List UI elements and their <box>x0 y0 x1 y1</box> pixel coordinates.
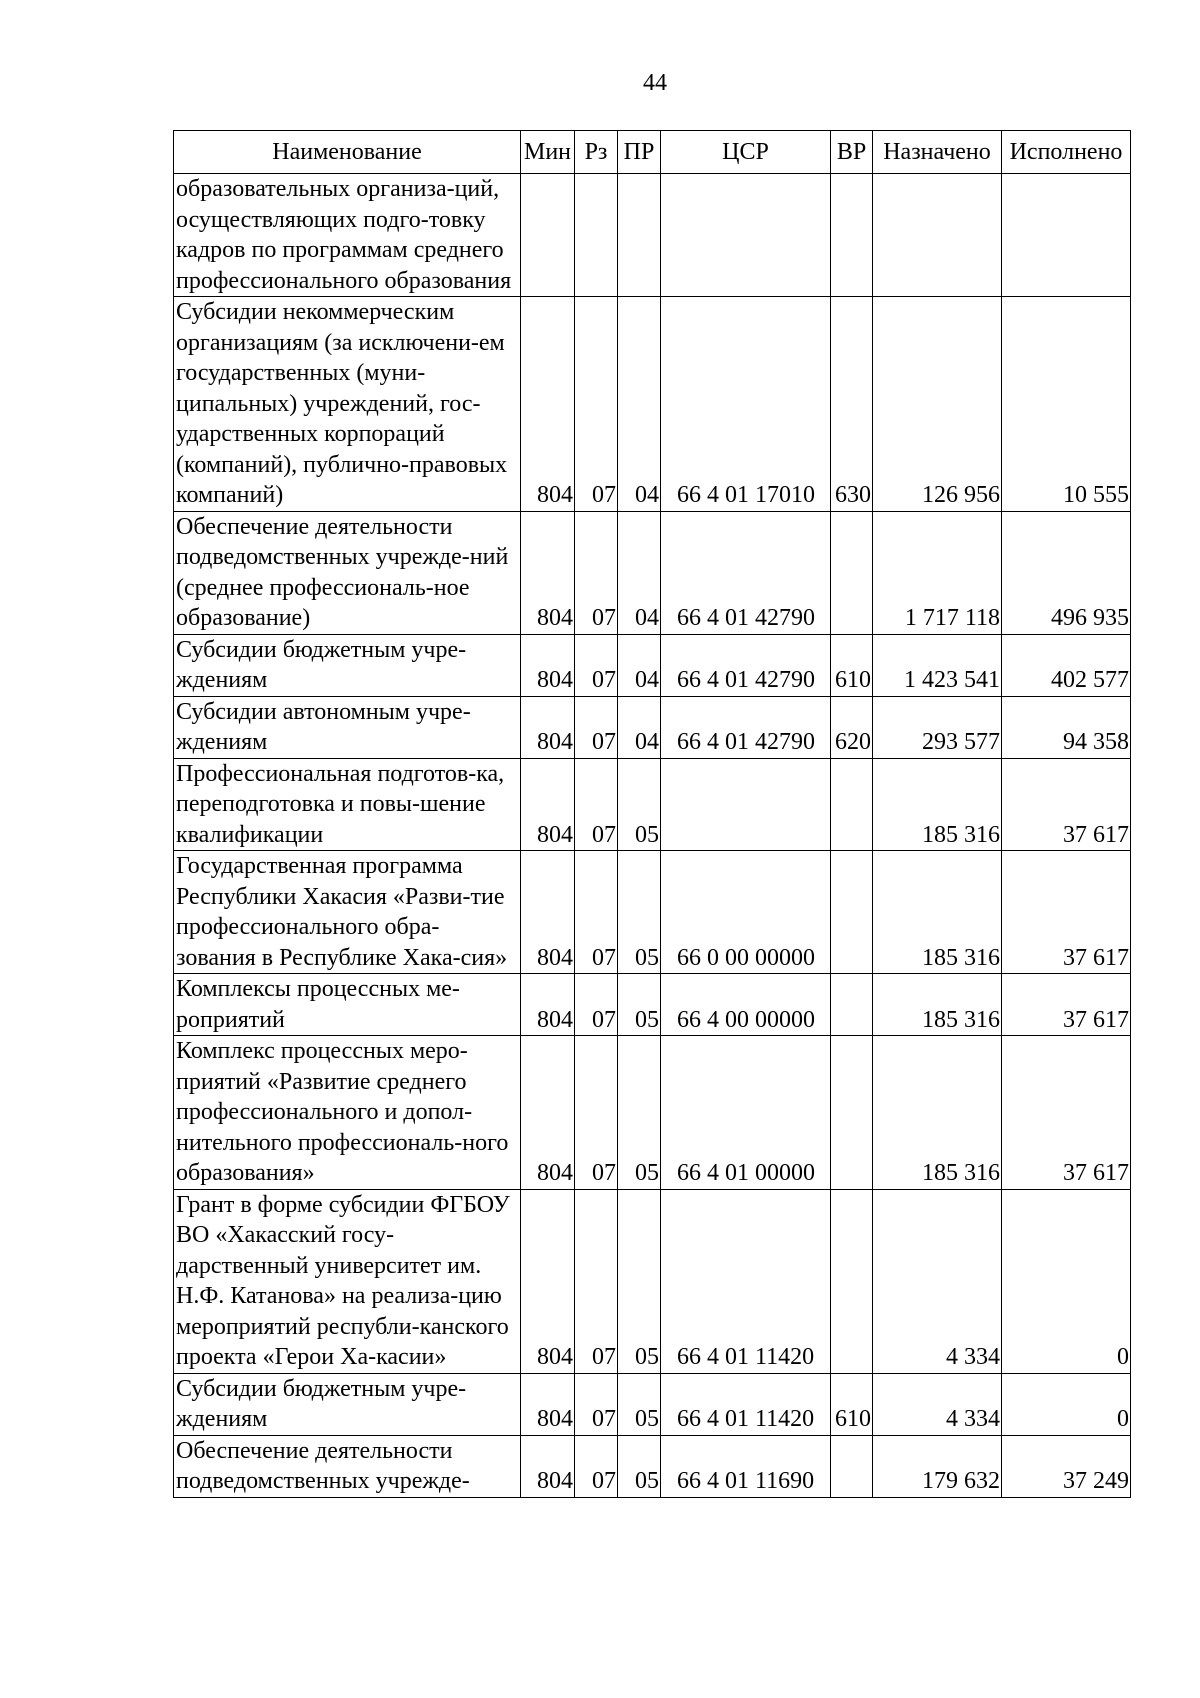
cell-rz: 07 <box>575 1036 618 1190</box>
cell-pr: 05 <box>618 758 661 851</box>
cell-rz: 07 <box>575 1373 618 1435</box>
cell-vr: 620 <box>831 696 873 758</box>
cell-pr: 05 <box>618 1373 661 1435</box>
cell-assigned: 126 956 <box>873 297 1002 512</box>
cell-pr: 05 <box>618 974 661 1036</box>
cell-pr: 04 <box>618 634 661 696</box>
cell-min: 804 <box>521 758 575 851</box>
table-row <box>174 1435 1131 1497</box>
table-row <box>174 758 1131 851</box>
cell-rz: 07 <box>575 696 618 758</box>
cell-min: 804 <box>521 634 575 696</box>
cell-csr: 66 4 01 11420 <box>661 1373 831 1435</box>
cell-vr: 610 <box>831 1373 873 1435</box>
cell-csr <box>661 174 831 297</box>
cell-min: 804 <box>521 696 575 758</box>
cell-executed: 37 617 <box>1002 1036 1131 1190</box>
cell-vr <box>831 511 873 634</box>
cell-pr: 05 <box>618 851 661 974</box>
cell-executed: 0 <box>1002 1373 1131 1435</box>
cell-assigned: 293 577 <box>873 696 1002 758</box>
cell-executed: 0 <box>1002 1189 1131 1373</box>
cell-pr: 05 <box>618 1435 661 1497</box>
cell-name: Субсидии автономным учре-ждениям <box>174 696 521 758</box>
table-row <box>174 1036 1131 1190</box>
cell-csr: 66 4 01 42790 <box>661 696 831 758</box>
cell-rz: 07 <box>575 851 618 974</box>
cell-rz: 07 <box>575 511 618 634</box>
cell-name: Субсидии некоммерческим организациям (за исключени-ем государственных (муни-ципальных) учреждений, гос-ударственных корпораций (компаний), публично-правовых компаний) <box>174 297 521 512</box>
header-csr: ЦСР <box>661 131 831 174</box>
cell-pr: 05 <box>618 1036 661 1190</box>
cell-vr <box>831 1036 873 1190</box>
cell-executed: 402 577 <box>1002 634 1131 696</box>
cell-min: 804 <box>521 297 575 512</box>
cell-pr: 04 <box>618 696 661 758</box>
cell-pr: 05 <box>618 1189 661 1373</box>
cell-name: Государственная программа Республики Хакасия «Разви-тие профессионального обра-зования в Республике Хака-сия» <box>174 851 521 974</box>
table-row <box>174 511 1131 634</box>
cell-csr <box>661 758 831 851</box>
cell-assigned: 1 717 118 <box>873 511 1002 634</box>
cell-vr: 610 <box>831 634 873 696</box>
cell-min: 804 <box>521 1435 575 1497</box>
table-header-row <box>174 131 1131 174</box>
cell-vr <box>831 851 873 974</box>
cell-min: 804 <box>521 851 575 974</box>
cell-executed: 37 249 <box>1002 1435 1131 1497</box>
cell-executed: 37 617 <box>1002 851 1131 974</box>
cell-min: 804 <box>521 1373 575 1435</box>
cell-rz: 07 <box>575 634 618 696</box>
cell-assigned: 185 316 <box>873 758 1002 851</box>
header-name: Наименование <box>174 131 521 174</box>
cell-executed: 10 555 <box>1002 297 1131 512</box>
cell-name: Обеспечение деятельности подведомственных учрежде- <box>174 1435 521 1497</box>
cell-vr: 630 <box>831 297 873 512</box>
cell-csr: 66 4 01 00000 <box>661 1036 831 1190</box>
cell-assigned: 185 316 <box>873 1036 1002 1190</box>
cell-csr: 66 4 01 42790 <box>661 634 831 696</box>
cell-vr <box>831 1189 873 1373</box>
cell-rz: 07 <box>575 758 618 851</box>
cell-csr: 66 4 01 11420 <box>661 1189 831 1373</box>
cell-assigned: 1 423 541 <box>873 634 1002 696</box>
cell-rz <box>575 174 618 297</box>
cell-csr: 66 4 01 42790 <box>661 511 831 634</box>
table-row <box>174 174 1131 297</box>
cell-min: 804 <box>521 1036 575 1190</box>
cell-name: образовательных организа-ций, осуществляющих подго-товку кадров по программам среднего профессионального образования <box>174 174 521 297</box>
cell-rz: 07 <box>575 1189 618 1373</box>
cell-pr <box>618 174 661 297</box>
table-row <box>174 851 1131 974</box>
cell-assigned <box>873 174 1002 297</box>
cell-name: Обеспечение деятельности подведомственных учрежде-ний (среднее профессиональ-ное образование) <box>174 511 521 634</box>
cell-rz: 07 <box>575 297 618 512</box>
table-row <box>174 1189 1131 1373</box>
table-row <box>174 1373 1131 1435</box>
cell-name: Грант в форме субсидии ФГБОУ ВО «Хакасский госу-дарственный университет им. Н.Ф. Катанова» на реализа-цию мероприятий республи-канского проекта «Герои Ха-касии» <box>174 1189 521 1373</box>
cell-name: Профессиональная подготов-ка, переподготовка и повы-шение квалификации <box>174 758 521 851</box>
cell-min: 804 <box>521 1189 575 1373</box>
cell-executed: 496 935 <box>1002 511 1131 634</box>
cell-min: 804 <box>521 974 575 1036</box>
header-min: Мин <box>521 131 575 174</box>
table-row <box>174 696 1131 758</box>
cell-vr <box>831 758 873 851</box>
header-rz: Рз <box>575 131 618 174</box>
cell-assigned: 4 334 <box>873 1373 1002 1435</box>
cell-name: Субсидии бюджетным учре-ждениям <box>174 1373 521 1435</box>
cell-executed: 37 617 <box>1002 974 1131 1036</box>
cell-assigned: 185 316 <box>873 974 1002 1036</box>
header-pr: ПР <box>618 131 661 174</box>
cell-vr <box>831 974 873 1036</box>
cell-csr: 66 0 00 00000 <box>661 851 831 974</box>
cell-name: Комплексы процессных ме-роприятий <box>174 974 521 1036</box>
cell-rz: 07 <box>575 974 618 1036</box>
cell-name: Комплекс процессных меро-приятий «Развитие среднего профессионального и допол-нительного профессиональ-ного образования» <box>174 1036 521 1190</box>
cell-executed: 37 617 <box>1002 758 1131 851</box>
cell-min <box>521 174 575 297</box>
budget-table <box>173 130 1131 1498</box>
page-number: 44 <box>643 70 667 96</box>
header-vr: ВР <box>831 131 873 174</box>
header-assigned: Назначено <box>873 131 1002 174</box>
cell-assigned: 4 334 <box>873 1189 1002 1373</box>
cell-executed: 94 358 <box>1002 696 1131 758</box>
table-row <box>174 974 1131 1036</box>
cell-name: Субсидии бюджетным учре-ждениям <box>174 634 521 696</box>
cell-vr <box>831 1435 873 1497</box>
cell-pr: 04 <box>618 297 661 512</box>
cell-rz: 07 <box>575 1435 618 1497</box>
cell-min: 804 <box>521 511 575 634</box>
cell-executed <box>1002 174 1131 297</box>
cell-assigned: 185 316 <box>873 851 1002 974</box>
cell-csr: 66 4 01 11690 <box>661 1435 831 1497</box>
cell-csr: 66 4 01 17010 <box>661 297 831 512</box>
cell-vr <box>831 174 873 297</box>
cell-assigned: 179 632 <box>873 1435 1002 1497</box>
cell-pr: 04 <box>618 511 661 634</box>
table-row <box>174 297 1131 512</box>
header-executed: Исполнено <box>1002 131 1131 174</box>
table-row <box>174 634 1131 696</box>
cell-csr: 66 4 00 00000 <box>661 974 831 1036</box>
